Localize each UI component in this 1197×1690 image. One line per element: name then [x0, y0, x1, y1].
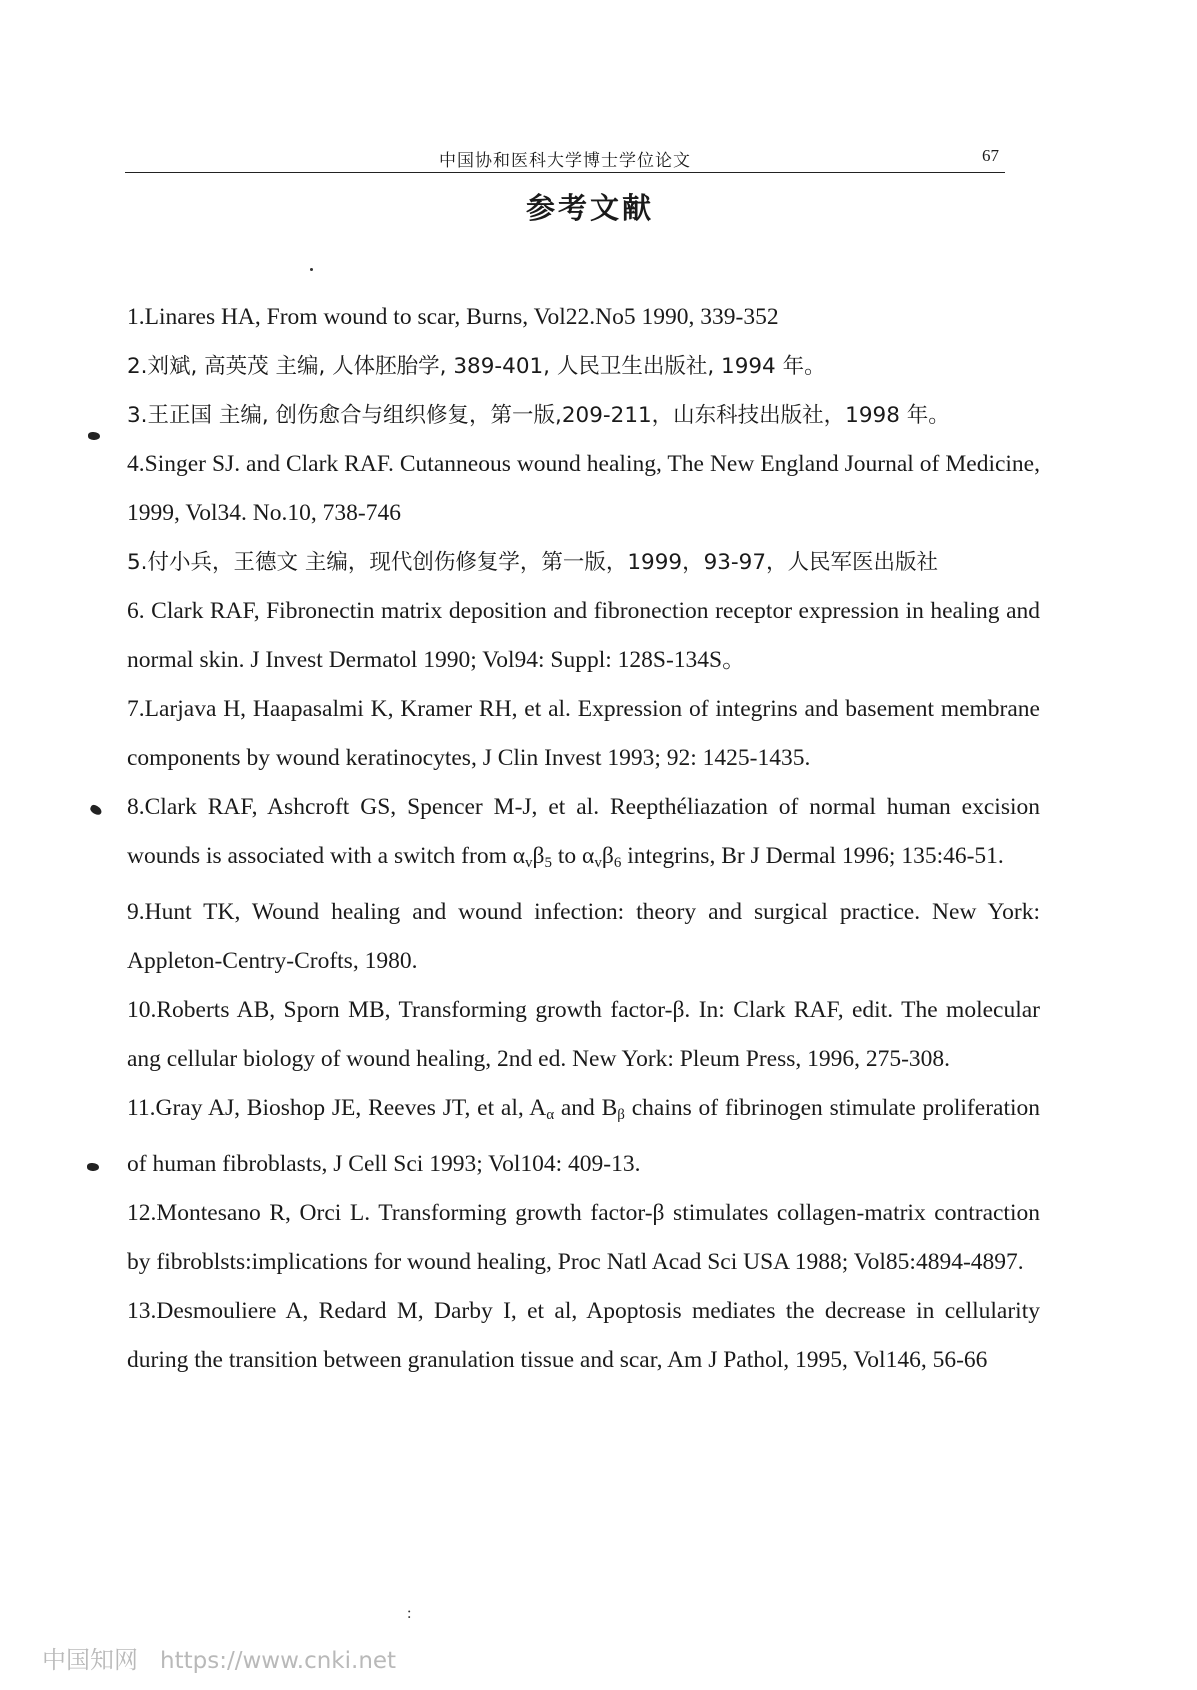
reference-subscript: α	[546, 1107, 555, 1123]
reference-text: 5.付小兵，王德文 主编，现代创伤修复学，第一版，1999，93-97，人民军医出版社	[127, 550, 939, 575]
reference-text: 12.Montesano R, Orci L. Transforming growth factor-β stimulates collagen-matrix contraction by fibroblsts:implications for wound healing, Proc Natl Acad Sci USA 1988; Vol85:4894-4897.	[127, 1200, 1040, 1275]
reference-text: 6. Clark RAF, Fibronectin matrix deposition and fibronection receptor expression in healing and normal skin. J Invest Dermatol 1990; Vol94: Suppl: 128S-134S。	[127, 598, 1040, 673]
reference-text: 3.王正国 主编, 创伤愈合与组织修复，第一版,209-211，山东科技出版社，1998 年。	[127, 403, 950, 428]
reference-text: 9.Hunt TK, Wound healing and wound infection: theory and surgical practice. New York: Appleton-Centry-Crofts, 1980.	[127, 899, 1040, 974]
reference-text: 8.Clark RAF, Ashcroft GS, Spencer M-J, et al. Reepthéliazation of normal human excision wounds is associated with a switch from α	[127, 794, 1040, 869]
reference-list	[127, 293, 1040, 1385]
reference-subscript: v	[594, 855, 602, 871]
reference-text: β	[601, 843, 614, 869]
reference-item	[127, 1287, 1040, 1385]
reference-text: 11.Gray AJ, Bioshop JE, Reeves JT, et al, A	[127, 1095, 547, 1121]
reference-item	[127, 587, 1040, 685]
scan-artifact	[87, 1163, 99, 1171]
scan-artifact	[88, 432, 100, 440]
reference-text: integrins, Br J Dermal 1996; 135:46-51.	[621, 843, 1004, 869]
watermark-url: https://www.cnki.net	[160, 1648, 397, 1674]
watermark-brand: 中国知网	[42, 1646, 138, 1674]
reference-item	[127, 1189, 1040, 1287]
reference-text: chains of fibrinogen stimulate proliferation of human fibroblasts, J Cell Sci 1993; Vol104: 409-13.	[127, 1095, 1041, 1177]
reference-text: 7.Larjava H, Haapasalmi K, Kramer RH, et al. Expression of integrins and basement membrane components by wound keratinocytes, J Clin Invest 1993; 92: 1425-1435.	[127, 696, 1040, 771]
cnki-watermark	[42, 1640, 396, 1675]
reference-item	[127, 440, 1040, 538]
header-title: 中国协和医科大学博士学位论文	[439, 151, 691, 170]
reference-item	[127, 538, 1040, 587]
reference-item	[127, 391, 1040, 440]
reference-subscript: 5	[544, 855, 553, 871]
reference-text: 10.Roberts AB, Sporn MB, Transforming growth factor-β. In: Clark RAF, edit. The molecular ang cellular biology of wound healing, 2nd ed. New York: Pleum Press, 1996, 275-308.	[127, 997, 1040, 1072]
reference-item	[127, 1084, 1040, 1189]
reference-text: 1.Linares HA, From wound to scar, Burns, Vol22.No5 1990, 339-352	[127, 304, 779, 330]
reference-text: 2.刘斌, 高英茂 主编, 人体胚胎学, 389-401, 人民卫生出版社, 1994 年。	[127, 354, 826, 379]
reference-subscript: v	[525, 855, 533, 871]
reference-item	[127, 888, 1040, 986]
page-title: 参考文献	[525, 191, 654, 225]
reference-subscript: β	[617, 1107, 625, 1123]
reference-item	[127, 685, 1040, 783]
reference-text: and B	[554, 1095, 618, 1121]
reference-text: to α	[552, 843, 595, 869]
reference-text: β	[532, 843, 545, 869]
reference-text: 4.Singer SJ. and Clark RAF. Cutanneous wound healing, The New England Journal of Medicine, 1999, Vol34. No.10, 738-746	[127, 451, 1040, 526]
scan-artifact	[89, 804, 103, 817]
stray-dot	[310, 268, 313, 271]
reference-subscript: 6	[613, 855, 622, 871]
reference-item	[127, 293, 1040, 342]
reference-item	[127, 342, 1040, 391]
running-header	[125, 144, 1005, 173]
page-number: 67	[982, 146, 999, 165]
reference-item	[127, 783, 1040, 888]
footer-mark: :	[407, 1605, 412, 1622]
reference-item	[127, 986, 1040, 1084]
reference-text: 13.Desmouliere A, Redard M, Darby I, et al, Apoptosis mediates the decrease in cellularity during the transition between granulation tissue and scar, Am J Pathol, 1995, Vol146, 56-66	[127, 1298, 1040, 1373]
